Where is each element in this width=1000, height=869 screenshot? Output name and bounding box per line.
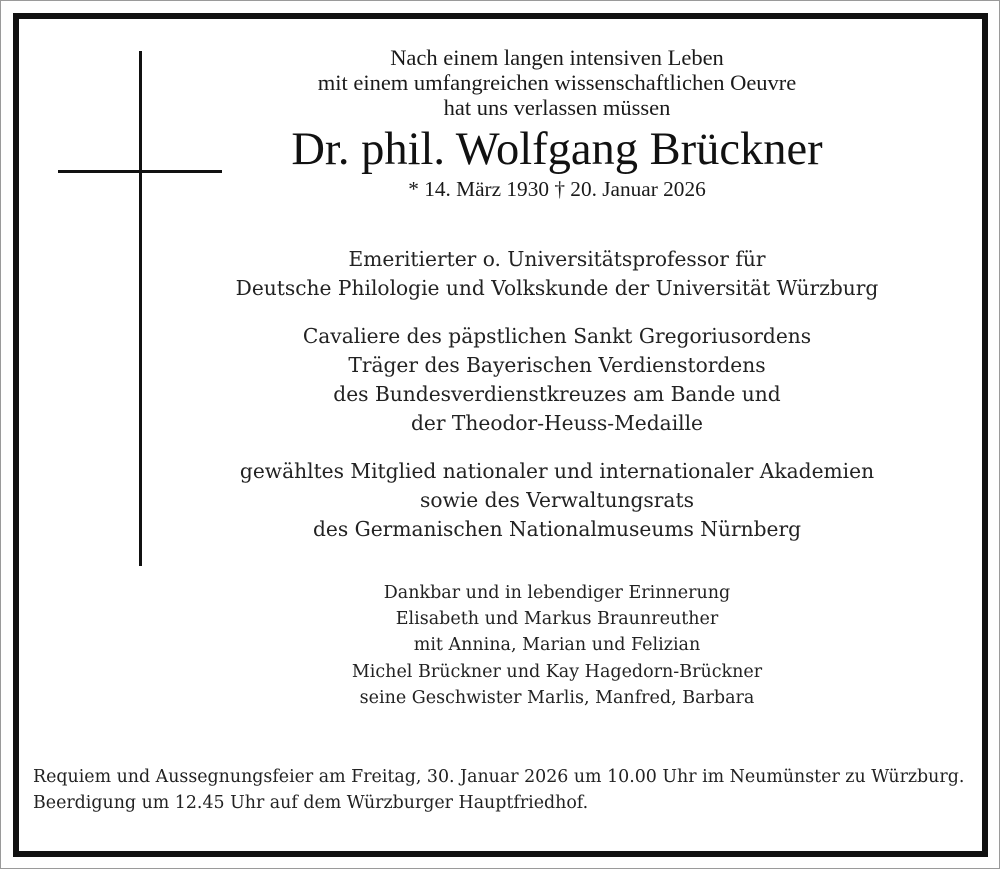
honors-line: Träger des Bayerischen Verdienstordens bbox=[348, 352, 766, 377]
mourners-line: Dankbar und in lebendiger Erinnerung bbox=[383, 583, 731, 603]
intro-line: hat uns verlassen müssen bbox=[443, 95, 671, 120]
honors-line: des Germanischen Nationalmuseums Nürnberg bbox=[312, 516, 802, 541]
mourners-block bbox=[160, 580, 954, 711]
honors-block bbox=[160, 457, 954, 544]
funeral-info bbox=[33, 764, 964, 816]
honors-line: Deutsche Philologie und Volkskunde der Universität Würzburg bbox=[235, 275, 879, 300]
deceased-name: Dr. phil. Wolfgang Brückner bbox=[291, 124, 823, 175]
honors-block bbox=[160, 322, 954, 438]
honors-block bbox=[160, 245, 954, 303]
intro-line: mit einem umfangreichen wissenschaftlichen Oeuvre bbox=[317, 70, 797, 95]
mourners-line: mit Annina, Marian und Felizian bbox=[413, 635, 701, 656]
life-dates: * 14. März 1930 † 20. Januar 2026 bbox=[408, 177, 706, 201]
mourners-line: Michel Brückner und Kay Hagedorn-Brückner bbox=[351, 661, 763, 682]
honors-line: Cavaliere des päpstlichen Sankt Gregoriusordens bbox=[302, 323, 812, 348]
honors-line: der Theodor-Heuss-Medaille bbox=[410, 410, 704, 435]
honors-line: sowie des Verwaltungsrats bbox=[420, 487, 694, 512]
honors-line: gewähltes Mitglied nationaler und internationaler Akademien bbox=[239, 458, 875, 483]
intro-text bbox=[160, 45, 954, 120]
honors-line: Emeritierter o. Universitätsprofessor für bbox=[348, 246, 766, 271]
cross-vertical-bar bbox=[139, 51, 142, 566]
honors-line: des Bundesverdienstkreuzes am Bande und bbox=[333, 381, 781, 406]
mourners-line: seine Geschwister Marlis, Manfred, Barbara bbox=[359, 687, 755, 708]
funeral-line: Requiem und Aussegnungsfeier am Freitag, 30. Januar 2026 um 10.00 Uhr im Neumünster zu Würzburg. bbox=[33, 767, 965, 787]
funeral-line: Beerdigung um 12.45 Uhr auf dem Würzburger Hauptfriedhof. bbox=[33, 793, 589, 813]
intro-line: Nach einem langen intensiven Leben bbox=[390, 45, 724, 70]
mourners-line: Elisabeth und Markus Braunreuther bbox=[395, 609, 719, 630]
